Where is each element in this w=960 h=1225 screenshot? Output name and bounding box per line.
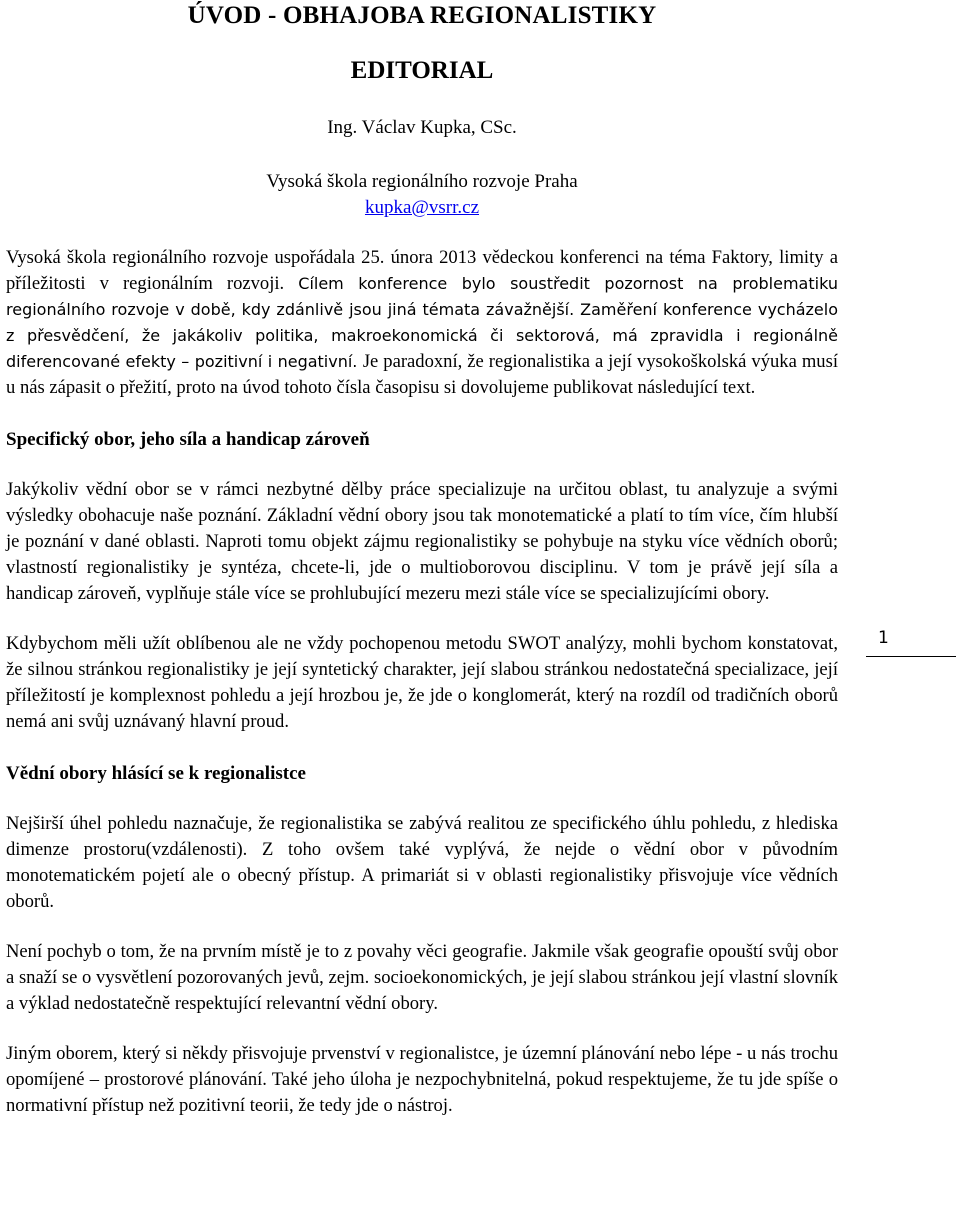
author-email bbox=[6, 197, 838, 219]
intro-sentence-2: Cílem konference bylo soustředit pozornost na problematiku regionálního rozvoje v době, kdy zdánlivě jsou jiná témata závažnější. Zaměření konference vycházelo z přesvědčení, že jakákoliv politika, makroekonomická či sektorová, má zpravidla i regionálně diferencované efekty – pozitivní i negativní. bbox=[6, 274, 838, 371]
page-number: 1 bbox=[878, 628, 889, 648]
section2-paragraph-3: Jiným oborem, který si někdy přisvojuje prvenství v regionalistce, je územní plánování nebo lépe - u nás trochu opomíjené – prostorové plánování. Také jeho úloha je nezpochybnitelná, pokud respektujeme, že tu jde spíše o normativní přístup než pozitivní teorii, že tedy jde o nástroj. bbox=[6, 1043, 838, 1116]
intro-paragraph bbox=[6, 245, 838, 401]
section1-paragraph-2: Kdybychom měli užít oblíbenou ale ne vždy pochopenou metodu SWOT analýzy, mohli bychom konstatovat, že silnou stránkou regionalistiky je její syntetický charakter, její slabou stránkou nedostatečná specializace, její příležitostí je komplexnost pohledu a její hrozbou je, že jde o konglomerát, který na rozdíl od tradičních oborů nemá ani svůj uznávaný hlavní proud. bbox=[6, 633, 838, 732]
intro-sentence-1: Vysoká škola regionálního rozvoje uspořádala 25. února 2013 vědeckou konferenci na téma Faktory, limity a příležitosti v regionálním rozvoji. bbox=[6, 247, 838, 294]
section1-paragraph-1: Jakýkoliv vědní obor se v rámci nezbytné dělby práce specializuje na určitou oblast, tu analyzuje a svými výsledky obohacuje naše poznání. Základní vědní obory jsou tak monotematické a platí to tím více, čím hlubší je poznání v dané oblasti. Naproti tomu objekt zájmu regionalistiky se pohybuje na styku více vědních oborů; vlastností regionalistiky je syntéza, chcete-li, jde o multioborovou disciplinu. V tom je právě její síla a handicap zároveň, vyplňuje stále více se prohlubující mezeru mezi stále více se specializujícími obory. bbox=[6, 479, 838, 604]
page-number-rule bbox=[866, 656, 956, 657]
section-heading-scientific-fields: Vědní obory hlásící se k regionalistce bbox=[6, 763, 306, 784]
section2-paragraph-2: Není pochyb o tom, že na prvním místě je to z povahy věci geografie. Jakmile však geografie opouští svůj obor a snaží se o vysvětlení pozorovaných jevů, zejm. socioekonomických, je její slabou stránkou její vlastní slovník a výklad nedostatečně respektující relevantní vědní obory. bbox=[6, 941, 838, 1014]
intro-sentence-3: Je paradoxní, že regionalistika a její vysokoškolská výuka musí u nás zápasit o přežití, proto na úvod tohoto čísla časopisu si dovolujeme publikovat následující text. bbox=[6, 351, 838, 398]
section-heading-specific-field: Specifický obor, jeho síla a handicap zároveň bbox=[6, 429, 370, 450]
document-page bbox=[6, 0, 838, 1119]
author-name: Ing. Václav Kupka, CSc. bbox=[327, 117, 517, 138]
document-subtitle: EDITORIAL bbox=[350, 57, 494, 84]
author-affiliation: Vysoká škola regionálního rozvoje Praha bbox=[266, 171, 578, 192]
document-title: ÚVOD - OBHAJOBA REGIONALISTIKY bbox=[187, 2, 657, 29]
section2-paragraph-1: Nejširší úhel pohledu naznačuje, že regionalistika se zabývá realitou ze specifického úhlu pohledu, z hlediska dimenze prostoru(vzdálenosti). Z toho ovšem také vyplývá, že nejde o vědní obor v původním monotematickém pojetí ale o obecný přístup. A primariát si v oblasti regionalistiky přisvojuje více vědních oborů. bbox=[6, 813, 838, 912]
email-link[interactable]: kupka@vsrr.cz bbox=[364, 197, 480, 218]
